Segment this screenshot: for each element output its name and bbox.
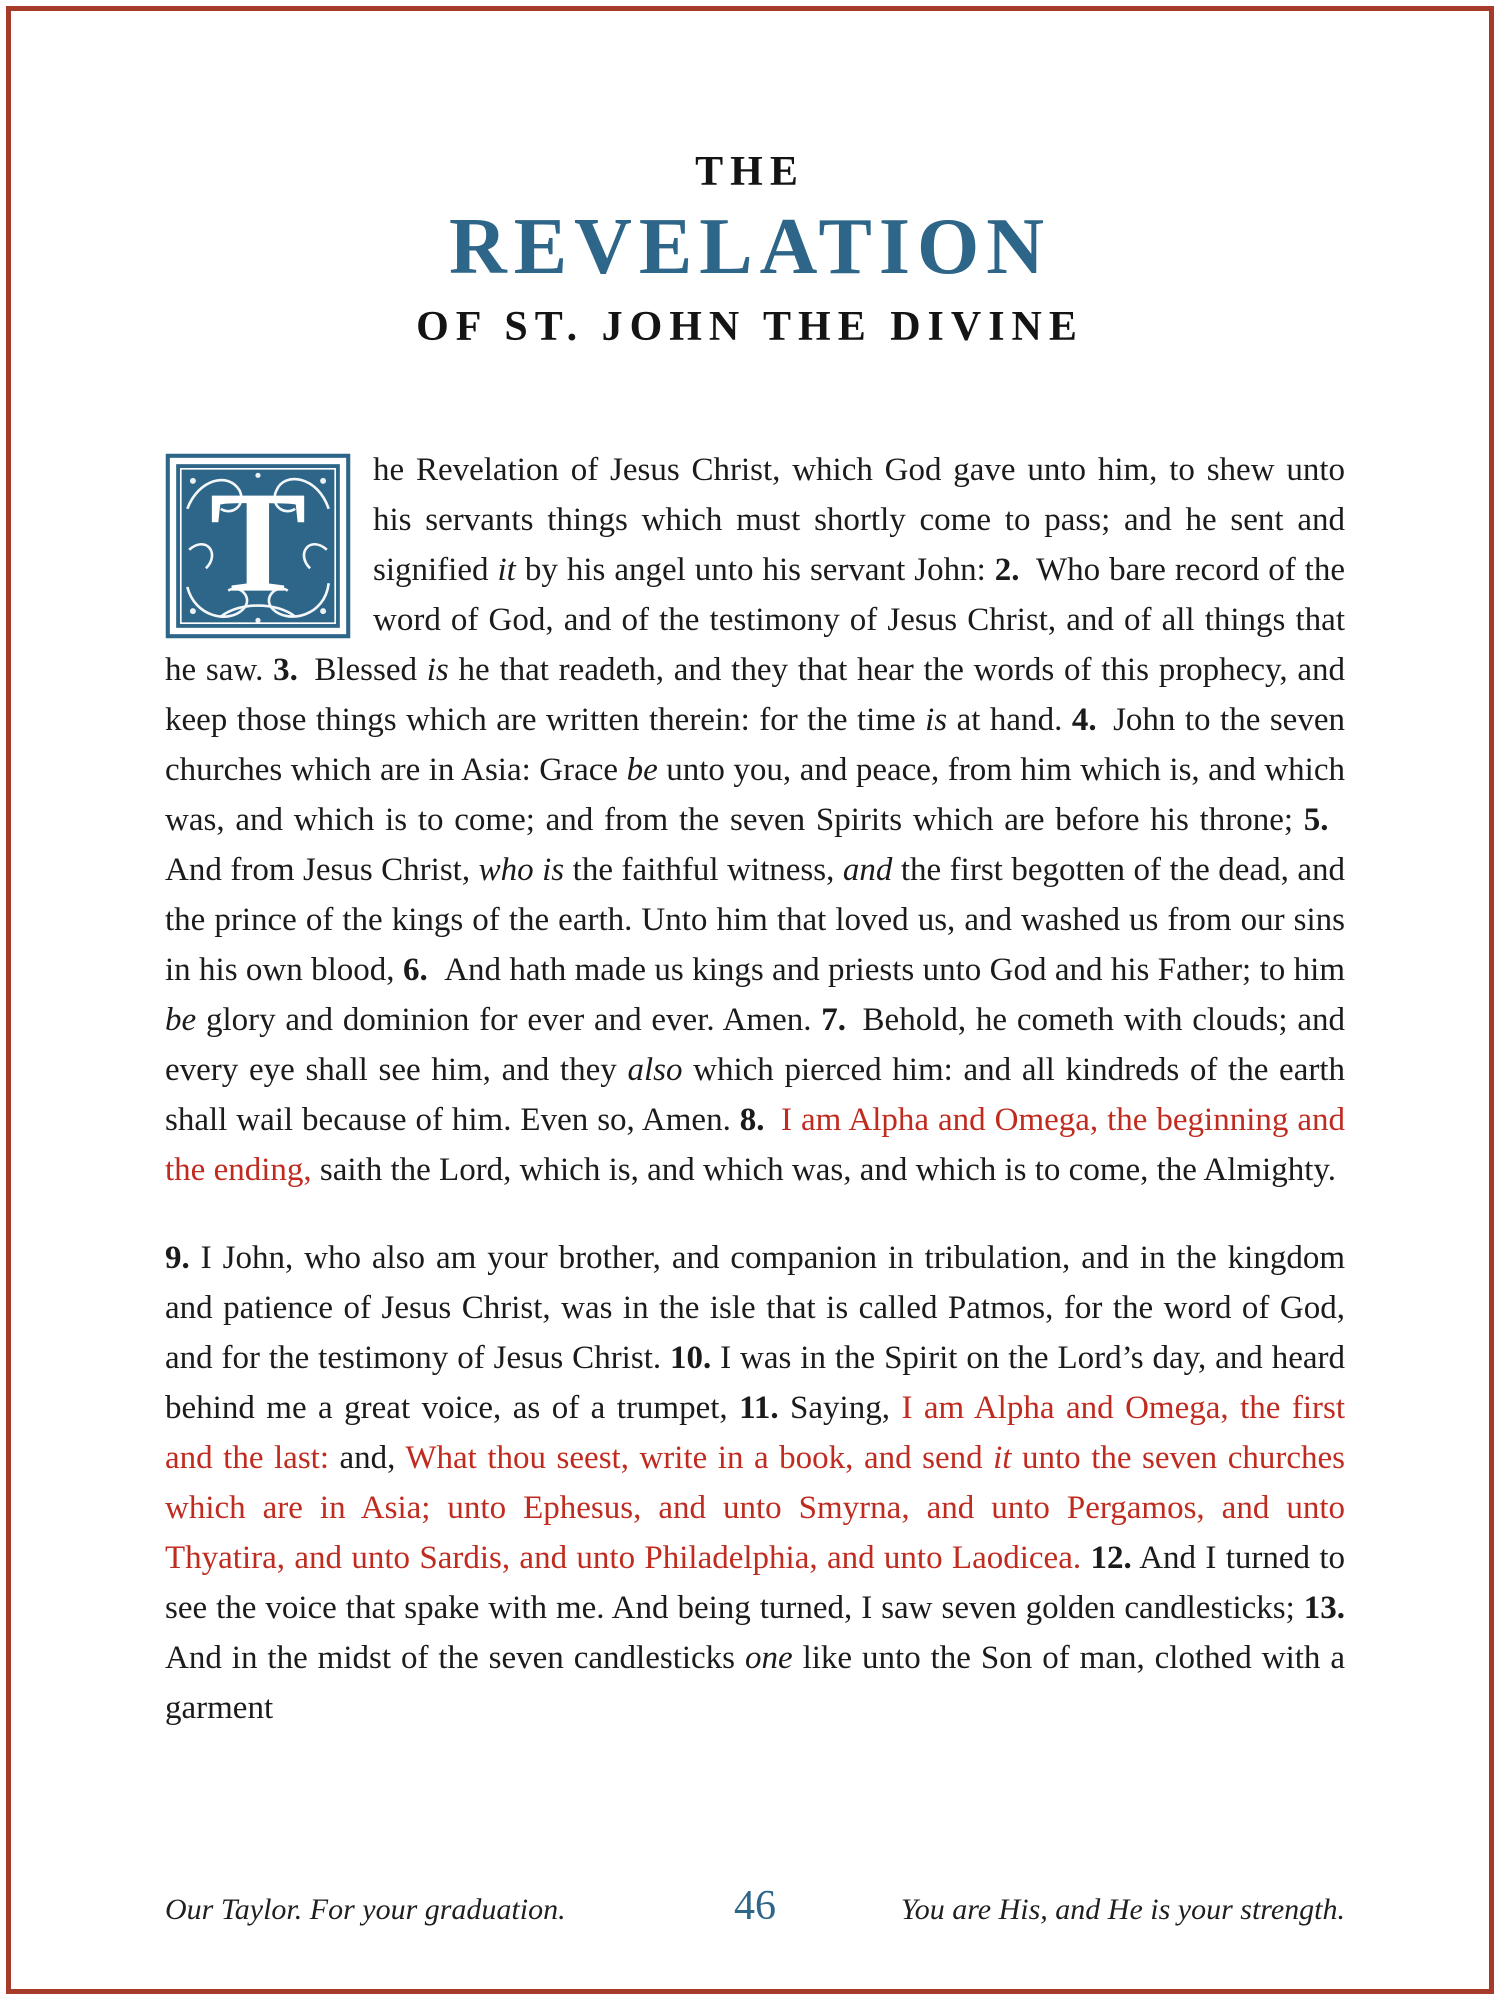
page-number: 46 xyxy=(734,1883,776,1929)
text-run: 11. xyxy=(739,1390,779,1426)
text-run: he Revelation of Jesus Christ, which God gave unto him, to shew unto his servants things which must shortly come to pass; and he sent and signified xyxy=(373,452,1345,588)
text-run: by his angel unto his servant John: xyxy=(515,552,995,588)
text-run: glory and dominion for ever and ever. Amen. xyxy=(196,1002,822,1038)
book-title-block xyxy=(0,0,1500,352)
paragraph-verses-9-13 xyxy=(165,1233,1345,1733)
text-run: 8. xyxy=(739,1102,765,1138)
text-run: 10. xyxy=(670,1340,712,1376)
text-run: And hath made us kings and priests unto God and his Father; to him xyxy=(427,952,1345,988)
text-run: 4. xyxy=(1071,702,1097,738)
text-run: it xyxy=(497,552,516,588)
title-the: THE xyxy=(695,149,805,195)
verse-text-runs xyxy=(165,1240,1345,1726)
drop-cap-letter: T xyxy=(209,462,307,623)
text-run: 3. xyxy=(273,652,298,688)
footer-dedication-left: Our Taylor. For your graduation. xyxy=(165,1893,566,1926)
text-run: unto you, and peace, from him which is, and which was, and which is to come; and from the seven Spirits which are before his throne; xyxy=(165,752,1345,838)
text-run: be xyxy=(626,752,658,788)
text-run: is xyxy=(426,652,449,688)
title-subtitle: OF ST. JOHN THE DIVINE xyxy=(416,304,1084,350)
title-revelation: REVELATION xyxy=(449,203,1051,291)
text-run: And I turned to see the voice that spake with me. And being turned, I saw seven golden candlesticks; xyxy=(165,1540,1346,1626)
text-run: I am Alpha and Omega, the first and the last: xyxy=(165,1390,1346,1476)
text-run: it xyxy=(993,1440,1012,1476)
text-run: he that readeth, and they that hear the words of this prophecy, and keep those things which are written therein: for the time xyxy=(165,652,1345,738)
text-run: be xyxy=(165,1002,197,1038)
text-run: 6. xyxy=(402,952,428,988)
text-run: 7. xyxy=(821,1002,847,1038)
text-run: and, xyxy=(329,1440,406,1476)
text-run: 9. xyxy=(165,1240,190,1276)
text-run: also xyxy=(627,1052,683,1088)
text-run: I am Alpha and Omega, the beginning and the ending, xyxy=(165,1102,1345,1188)
text-run: And in the midst of the seven candlesticks xyxy=(165,1640,745,1676)
text-run: I was in the Spirit on the Lord’s day, and heard behind me a great voice, as of a trumpet, xyxy=(165,1340,1345,1426)
page-footer xyxy=(165,1882,1345,1930)
text-run: the faithful witness, xyxy=(564,852,843,888)
paragraph-verses-1-8 xyxy=(165,445,1345,1195)
text-run: Behold, he cometh with clouds; and every eye shall see him, and they xyxy=(165,1002,1345,1088)
text-run: Who bare record of the word of God, and of the testimony of Jesus Christ, and of all things that he saw. xyxy=(165,552,1345,688)
text-run: 13. xyxy=(1303,1590,1345,1626)
text-run: What thou seest, write in a book, and send xyxy=(405,1440,994,1476)
text-run: which pierced him: and all kindreds of the earth shall wail because of him. Even so, Amen. xyxy=(165,1052,1345,1138)
text-run: and xyxy=(842,852,893,888)
drop-cap-ornament-icon xyxy=(165,453,351,639)
text-run: Blessed xyxy=(297,652,427,688)
text-run: the first begotten of the dead, and the prince of the kings of the earth. Unto him that loved us, and washed us from our sins in his own blood, xyxy=(165,852,1345,988)
text-run: is xyxy=(925,702,948,738)
text-run: John to the seven churches which are in Asia: Grace xyxy=(165,702,1345,788)
text-run: saith the Lord, which is, and which was, and which is to come, the Almighty. xyxy=(311,1152,1336,1188)
text-run: 12. xyxy=(1090,1540,1132,1576)
scripture-text xyxy=(165,445,1345,1733)
text-run: unto the seven churches which are in Asia; unto Ephesus, and unto Smyrna, and unto Pergamos, and unto Thyatira, and unto Sardis, and unto Philadelphia, and unto Laodicea. xyxy=(165,1440,1345,1576)
text-run: Saying, xyxy=(778,1390,902,1426)
text-run: I John, who also am your brother, and companion in tribulation, and in the kingdom and patience of Jesus Christ, was in the isle that is called Patmos, for the word of God, and for the testimony of Jesus Christ. xyxy=(165,1240,1345,1376)
text-run: And from Jesus Christ, xyxy=(165,802,1345,888)
text-run: like unto the Son of man, clothed with a garment xyxy=(165,1640,1345,1726)
drop-cap xyxy=(165,453,351,639)
footer-dedication-right: You are His, and He is your strength. xyxy=(900,1893,1345,1926)
text-run: who is xyxy=(478,852,565,888)
text-run: 2. xyxy=(994,552,1020,588)
text-run: one xyxy=(744,1640,793,1676)
text-run xyxy=(765,1102,782,1138)
text-run: at hand. xyxy=(947,702,1072,738)
text-run: 5. xyxy=(1303,802,1329,838)
